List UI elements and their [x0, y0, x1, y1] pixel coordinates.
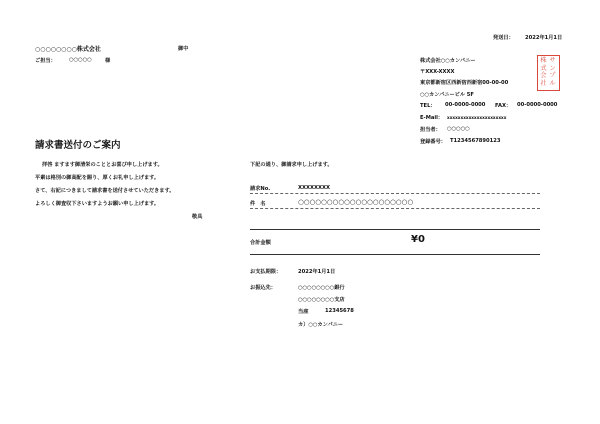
seal-text-right: サンプル: [549, 57, 556, 87]
invoice-intro: 下記の通り、御請求申し上げます。: [250, 162, 333, 168]
invoice-no: XXXXXXXX: [298, 185, 330, 191]
invoice-subject-underline: [250, 208, 540, 209]
bank-name: ○○○○○○○○銀行: [298, 285, 345, 291]
sender-email: xxxxxxxxxxxxxxxxxxxxxx: [447, 115, 507, 120]
letter-line-1: 拝啓 ますます御清栄のこととお喜び申し上げます。: [42, 162, 163, 168]
sender-tel: 00-0000-0000: [445, 102, 486, 108]
invoice-no-label: 請求No.: [250, 186, 271, 192]
account-number: 12345678: [325, 308, 354, 314]
account-name: カ）○○カンパニー: [298, 322, 344, 328]
recipient-company: ○○○○○○○○株式会社: [35, 46, 101, 53]
recipient-person-name: ○○○○○: [69, 57, 92, 63]
sender-staff: ○○○○○: [447, 126, 470, 132]
letter-closing: 敬具: [192, 214, 203, 220]
sender-company: 株式会社○○カンパニー: [420, 58, 476, 64]
sender-email-label: E-Mail：: [420, 115, 444, 121]
account-type: 当座: [298, 309, 309, 315]
due-date: 2022年1月1日: [298, 269, 336, 275]
total-top-rule: [250, 229, 540, 230]
letter-line-3: さて、右記につきまして請求書を送付させていただきます。: [35, 188, 175, 194]
recipient-honorific: 御中: [178, 46, 189, 52]
issue-date: 2022年1月1日: [525, 35, 563, 41]
recipient-person-label: ご担当：: [35, 58, 56, 64]
issue-date-label: 発送日：: [493, 35, 514, 41]
due-label: お支払期限：: [250, 269, 282, 275]
sender-tel-label: TEL：: [420, 103, 436, 109]
letter-title: 請求書送付のご案内: [35, 140, 121, 151]
sender-staff-label: 担当者：: [420, 127, 441, 133]
bank-label: お振込先：: [250, 285, 276, 291]
sender-fax-label: FAX：: [495, 103, 512, 109]
letter-line-2: 平素は格別の御高配を賜り、厚くお礼申し上げます。: [35, 175, 160, 181]
seal-text-left: 株式会社: [540, 57, 547, 87]
sender-address2: ○○カンパニービル 5F: [420, 92, 474, 98]
sender-address1: 東京都新宿区西新宿西新宿00-00-00: [420, 80, 509, 86]
branch-name: ○○○○○○○○支店: [298, 297, 345, 303]
sender-reg: T1234567890123: [450, 138, 501, 144]
sender-postal: 〒XXX-XXXX: [420, 69, 455, 75]
total-bottom-rule: [250, 254, 540, 255]
sender-reg-label: 登録番号：: [420, 139, 446, 145]
company-seal: [537, 55, 560, 91]
sender-fax: 00-0000-0000: [517, 102, 558, 108]
recipient-person-honorific: 様: [105, 58, 111, 64]
total-amount: ¥0: [411, 234, 425, 245]
total-label: 合計金額: [250, 240, 271, 246]
letter-line-4: よろしく御査収下さいますようお願い申し上げます。: [35, 201, 160, 207]
invoice-no-underline: [250, 193, 540, 194]
invoice-subject-label: 件 名: [250, 201, 266, 207]
invoice-subject: ○○○○○○○○○○○○○○○○○○○○: [298, 198, 414, 206]
